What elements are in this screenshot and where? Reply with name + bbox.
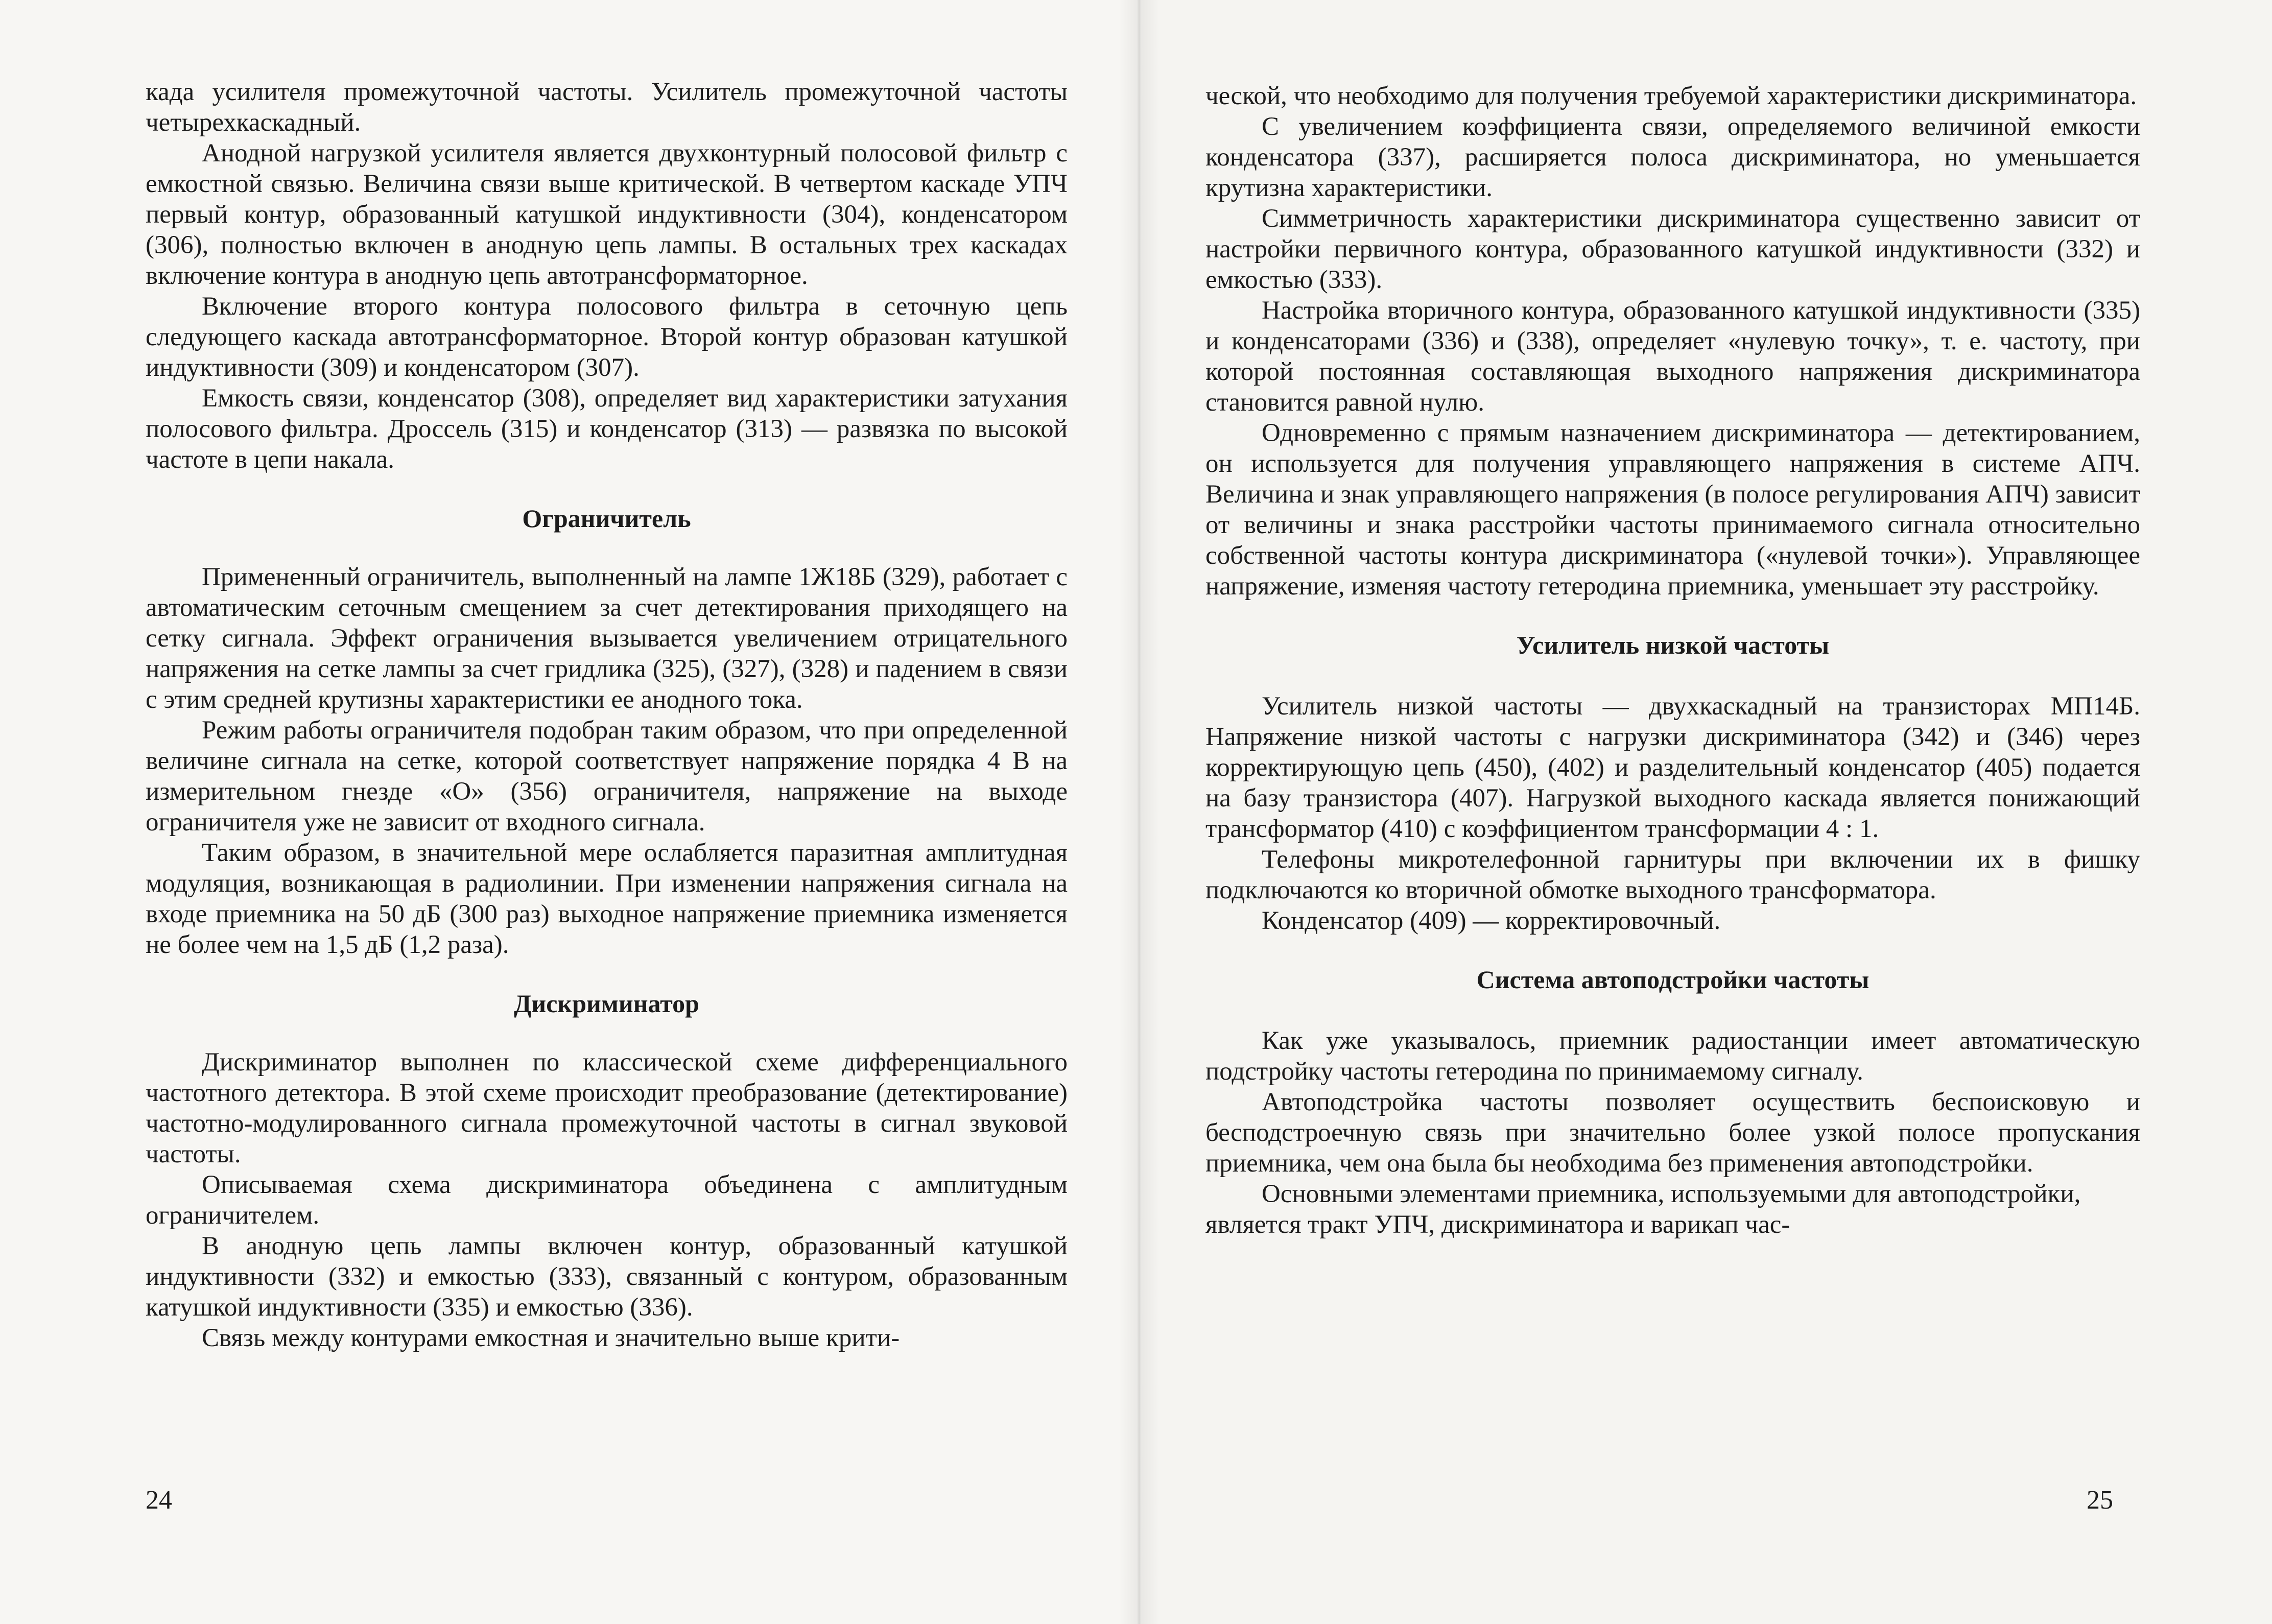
paragraph: Одновременно с прямым назначением дискриминатора — детектированием, он используется для получения управляющего напряжения в системе АПЧ. Величина и знак управляющего напряжения (в полосе регулирования АПЧ) зависит от величины и знака расстройки частоты принимаемого сигнала относительно собственной частоты контура дискриминатора («нулевой точки»). Управляющее напряжение, изменяя частоту гетеродина приемника, уменьшает эту расстройку. <box>1205 419 2140 601</box>
book-gutter <box>1119 0 1159 1624</box>
paragraph: Дискриминатор выполнен по классической схеме дифференциального частотного детектора. В этой схеме происходит преобразование (детектирование) частотно-модулированного сигнала промежуточной частоты в сигнал звуковой частоты. <box>146 1048 1068 1168</box>
paragraph: Емкость связи, конденсатор (308), определяет вид характеристики затухания полосового фильтра. Дроссель (315) и конденсатор (313) — развязка по высокой частоте в цепи накала. <box>146 384 1068 474</box>
paragraph: Настройка вторичного контура, образованного катушкой индуктивности (335) и конденсаторами (336) и (338), определяет «нулевую точку», т. е. частоту, при которой постоянная составляющая выходного напряжения дискриминатора становится равной нулю. <box>1205 296 2140 417</box>
paragraph: Таким образом, в значительной мере ослабляется паразитная амплитудная модуляция, возникающая в радиолинии. При изменении напряжения сигнала на входе приемника на 50 дБ (300 раз) выходное напряжение приемника изменяется не более чем на 1,5 дБ (1,2 раза). <box>146 839 1068 959</box>
right-text-column <box>1205 81 2140 1240</box>
paragraph: Анодной нагрузкой усилителя является двухконтурный полосовой фильтр с емкостной связью. Величина связи выше критической. В четвертом каскаде УПЧ первый контур, образованный катушкой индуктивности (304), конденсатором (306), полностью включен в анодную цепь лампы. В остальных трех каскадах включение контура в анодную цепь автотрансформаторное. <box>146 139 1068 290</box>
left-text-column <box>146 77 1068 1353</box>
paragraph: С увеличением коэффициента связи, определяемого величиной емкости конденсатора (337), расширяется полоса дискриминатора, но уменьшается крутизна характеристики. <box>1205 112 2140 202</box>
paragraph: В анодную цепь лампы включен контур, образованный катушкой индуктивности (332) и емкостью (333), связанный с контуром, образованным катушкой индуктивности (335) и емкостью (336). <box>146 1232 1068 1322</box>
paragraph: Усилитель низкой частоты — двухкаскадный на транзисторах МП14Б. Напряжение низкой частоты с нагрузки дискриминатора (342) и (346) через корректирующую цепь (450), (402) и разделительный конденсатор (405) подается на базу транзистора (407). Нагрузкой выходного каскада является понижающий трансформатор (410) с коэффициентом трансформации 4 : 1. <box>1205 692 2140 843</box>
paragraph: Как уже указывалось, приемник радиостанции имеет автоматическую подстройку частоты гетеродина по принимаемому сигналу. <box>1205 1026 2140 1086</box>
section-heading-afc: Система автоподстройки частоты <box>1476 965 1869 994</box>
paragraph: ческой, что необходимо для получения требуемой характеристики дискриминатора. <box>1205 82 2137 110</box>
page-number: 25 <box>2087 1486 2113 1515</box>
paragraph: Симметричность характеристики дискриминатора существенно зависит от настройки первичного контура, образованного катушкой индуктивности (332) и емкостью (333). <box>1205 204 2140 294</box>
section-heading-limiter: Ограничитель <box>522 504 691 533</box>
right-page <box>1139 0 2272 1624</box>
paragraph: Основными элементами приемника, используемыми для автоподстройки, является тракт УПЧ, дискриминатора и варикап час- <box>1205 1180 2081 1239</box>
paragraph: Режим работы ограничителя подобран таким образом, что при определенной величине сигнала на сетке, которой соответствует напряжение порядка 4 В на измерительном гнезде «О» (356) ограничителя, напряжение на выходе ограничителя уже не зависит от входного сигнала. <box>146 716 1068 837</box>
paragraph: када усилителя промежуточной частоты. Усилитель промежуточной частоты четырехкаскадный. <box>146 78 1068 137</box>
paragraph: Примененный ограничитель, выполненный на лампе 1Ж18Б (329), работает с автоматическим сеточным смещением за счет детектирования приходящего на сетку сигнала. Эффект ограничения вызывается увеличением отрицательного напряжения на сетке лампы за счет гридлика (325), (327), (328) и падением в связи с этим средней крутизны характеристики ее анодного тока. <box>146 563 1068 714</box>
page-number: 24 <box>146 1486 172 1515</box>
section-heading-audio-amplifier: Усилитель низкой частоты <box>1516 631 1830 659</box>
paragraph: Связь между контурами емкостная и значительно выше крити- <box>202 1324 900 1352</box>
paragraph: Включение второго контура полосового фильтра в сеточную цепь следующего каскада автотрансформаторное. Второй контур образован катушкой индуктивности (309) и конденсатором (307). <box>146 292 1068 382</box>
section-heading-discriminator: Дискриминатор <box>514 989 699 1018</box>
paragraph: Конденсатор (409) — корректировочный. <box>1262 906 1721 935</box>
paragraph: Описываемая схема дискриминатора объединена с амплитудным ограничителем. <box>146 1171 1068 1230</box>
paragraph: Автоподстройка частоты позволяет осуществить беспоисковую и бесподстроечную связь при значительно более узкой полосе пропускания приемника, чем она была бы необходима без применения автоподстройки. <box>1205 1088 2140 1178</box>
paragraph: Телефоны микротелефонной гарнитуры при включении их в фишку подключаются ко вторичной обмотке выходного трансформатора. <box>1205 845 2140 904</box>
